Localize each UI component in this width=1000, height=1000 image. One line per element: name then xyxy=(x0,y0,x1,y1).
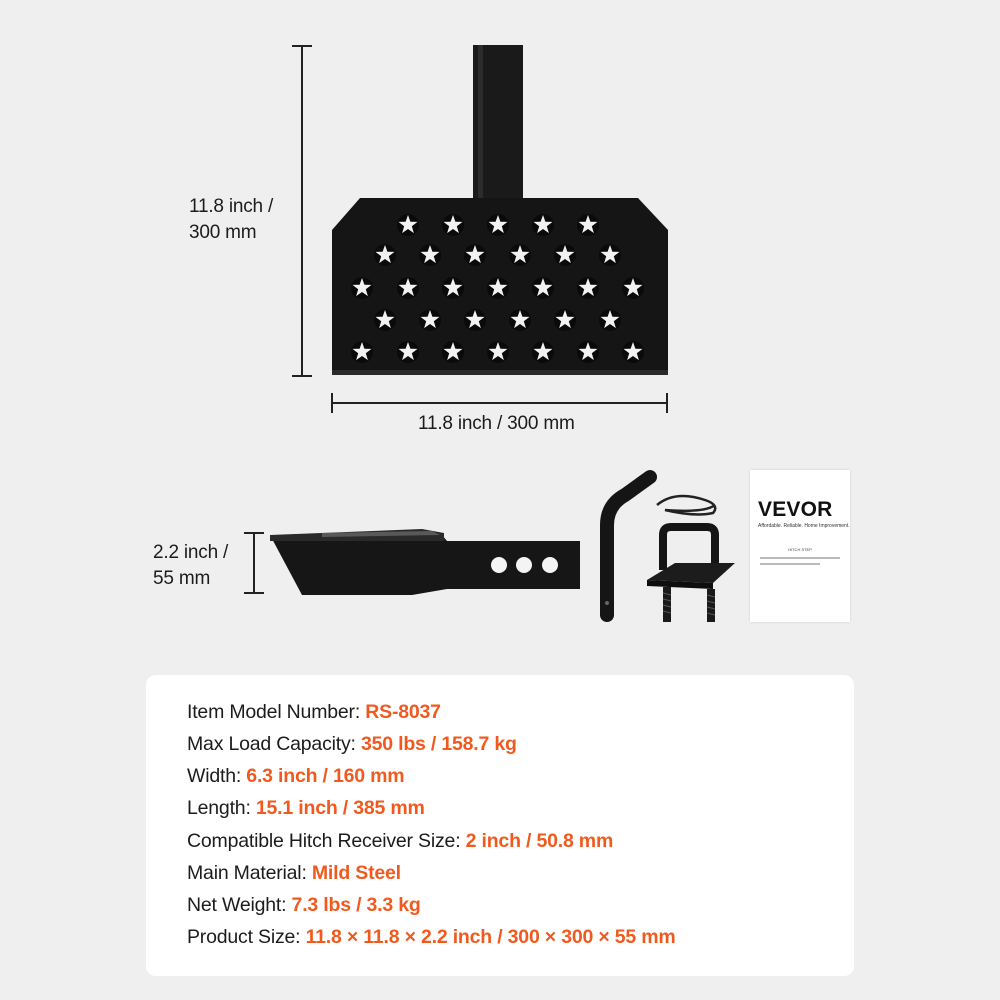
thickness-dim-label-line2: 55 mm xyxy=(153,568,211,589)
spec-label: Product Size: xyxy=(187,926,301,948)
thickness-dim-label xyxy=(153,540,228,592)
height-dim-label-line2: 300 mm xyxy=(189,222,257,243)
instruction-manual xyxy=(750,470,850,622)
manual-text-line xyxy=(760,563,820,565)
spec-value: 2 inch / 50.8 mm xyxy=(465,830,614,852)
spec-card xyxy=(146,675,854,976)
width-dim-label: 11.8 inch / 300 mm xyxy=(418,413,575,434)
hitch-pin xyxy=(605,477,650,615)
pin-hole xyxy=(542,557,558,573)
anti-rattle-clamp xyxy=(647,527,735,622)
spec-value: RS-8037 xyxy=(365,701,441,723)
spec-value: 350 lbs / 158.7 kg xyxy=(360,733,517,755)
manual-title: HITCH STEP xyxy=(788,547,812,552)
spec-value: 15.1 inch / 385 mm xyxy=(255,797,425,819)
width-dim-cap-right xyxy=(666,393,668,413)
spec-label: Max Load Capacity: xyxy=(187,733,356,755)
spec-row-width xyxy=(187,765,404,788)
height-dim-line xyxy=(301,45,303,377)
spec-value: 7.3 lbs / 3.3 kg xyxy=(291,894,421,916)
thickness-dim-cap-bottom xyxy=(244,592,264,594)
spec-label: Compatible Hitch Receiver Size: xyxy=(187,830,461,852)
spec-row-length xyxy=(187,797,425,820)
spec-label: Net Weight: xyxy=(187,894,287,916)
spec-row-model xyxy=(187,701,441,724)
spec-label: Width: xyxy=(187,765,242,787)
height-dim-label-line1: 11.8 inch / xyxy=(189,196,274,217)
pin-hole xyxy=(516,557,532,573)
spec-value: Mild Steel xyxy=(311,862,401,884)
thickness-dim-label-line1: 2.2 inch / xyxy=(153,542,229,563)
height-dim-label xyxy=(189,194,273,246)
thickness-dim-line xyxy=(253,532,255,594)
width-dim-line xyxy=(331,402,668,404)
pin-hole xyxy=(491,557,507,573)
hitch-step-side-view xyxy=(262,525,587,600)
spec-row-net-weight xyxy=(187,894,421,917)
spec-row-material xyxy=(187,862,401,885)
spec-row-receiver-size xyxy=(187,830,613,853)
spec-row-load-capacity xyxy=(187,733,517,756)
height-dim-cap-bottom xyxy=(292,375,312,377)
manual-tagline: Affordable. Reliable. Home Improvement. xyxy=(758,523,850,529)
spec-value: 11.8 × 11.8 × 2.2 inch / 300 × 300 × 55 mm xyxy=(305,926,676,948)
spec-label: Main Material: xyxy=(187,862,307,884)
manual-brand-logo: VEVOR xyxy=(758,498,833,521)
spec-label: Length: xyxy=(187,797,251,819)
spec-label: Item Model Number: xyxy=(187,701,361,723)
spec-row-product-size xyxy=(187,926,676,949)
hitch-step-top-view xyxy=(320,40,680,385)
spec-value: 6.3 inch / 160 mm xyxy=(246,765,405,787)
r-clip xyxy=(657,496,715,514)
manual-text-line xyxy=(760,557,840,559)
